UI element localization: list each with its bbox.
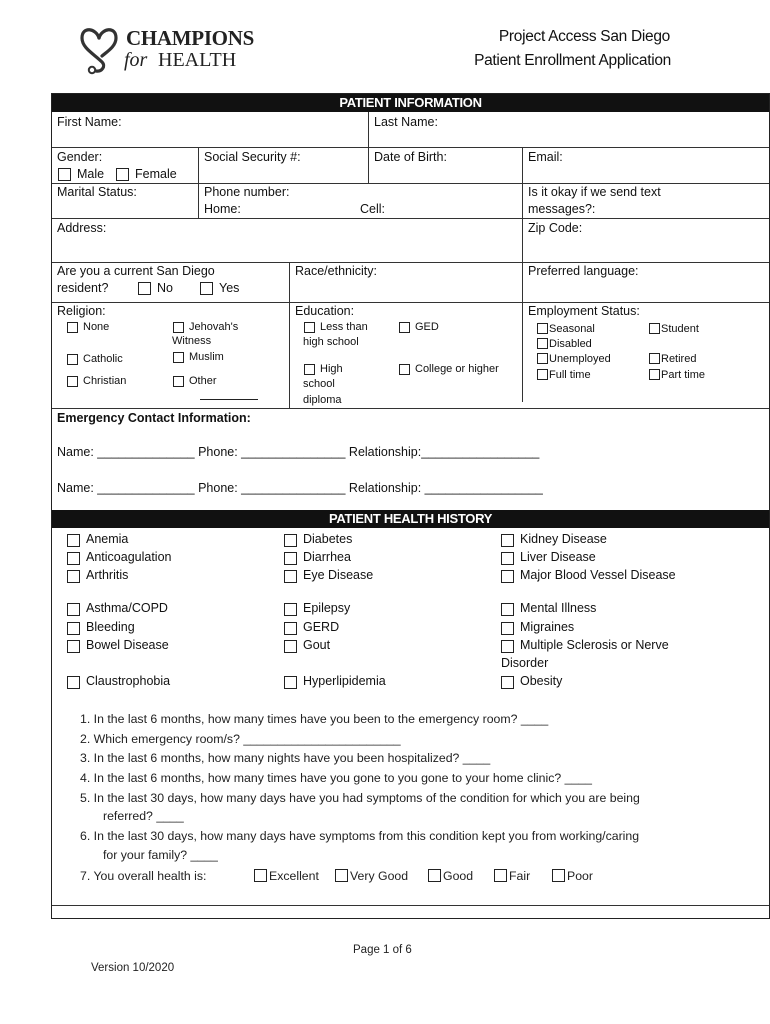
male-label: Male: [77, 167, 105, 181]
condition-label: Anticoagulation: [86, 550, 172, 564]
overall-health-option-label: Good: [443, 869, 474, 883]
zip-code-label: Zip Code:: [528, 221, 583, 235]
condition-label: Major Blood Vessel Disease: [520, 568, 676, 582]
version-label: Version 10/2020: [91, 962, 175, 974]
emergency-contact-heading: Emergency Contact Information:: [57, 411, 251, 425]
question-4: 4. In the last 6 months, how many times have you gone to you gone to your home clinic? ____: [80, 771, 592, 785]
document-title: Project Access San Diego: [498, 28, 670, 45]
employment-full-time-label: Full time: [549, 369, 591, 381]
overall-health-option-checkbox[interactable]: [254, 869, 267, 882]
education-label: Education:: [295, 304, 355, 318]
condition-checkbox[interactable]: [284, 570, 297, 583]
education-high-school-label-3: diploma: [303, 394, 342, 406]
resident-no-checkbox[interactable]: [138, 282, 151, 295]
religion-catholic-label: Catholic: [83, 353, 123, 365]
logo-text-for: for: [124, 49, 148, 71]
overall-health-option-checkbox[interactable]: [552, 869, 565, 882]
condition-label: Liver Disease: [520, 550, 596, 564]
condition-checkbox[interactable]: [67, 552, 80, 565]
religion-jehovahs-label-1: Jehovah's: [189, 321, 239, 333]
condition-label: Epilepsy: [303, 601, 351, 615]
employment-unemployed-label: Unemployed: [549, 353, 611, 365]
condition-label: Bowel Disease: [86, 638, 169, 652]
first-name-label: First Name:: [57, 115, 122, 129]
education-high-school-checkbox[interactable]: [304, 364, 315, 375]
condition-checkbox[interactable]: [67, 603, 80, 616]
condition-label: Kidney Disease: [520, 532, 607, 546]
question-5-continued: referred? ____: [103, 809, 184, 823]
religion-christian-checkbox[interactable]: [67, 376, 78, 387]
home-phone-label: Home:: [204, 202, 241, 216]
condition-checkbox[interactable]: [284, 676, 297, 689]
employment-retired-label: Retired: [661, 353, 697, 365]
employment-disabled-label: Disabled: [549, 338, 592, 350]
condition-label: Hyperlipidemia: [303, 674, 386, 688]
condition-label: Migraines: [520, 620, 575, 634]
religion-other-checkbox[interactable]: [173, 376, 184, 387]
education-high-school-label-1: High: [320, 363, 343, 375]
condition-checkbox[interactable]: [67, 534, 80, 547]
question-6: 6. In the last 30 days, how many days have symptoms from this condition kept you from working/caring: [80, 829, 640, 843]
overall-health-option-label: Very Good: [350, 869, 409, 883]
overall-health-option-label: Poor: [567, 869, 593, 883]
employment-disabled-checkbox[interactable]: [537, 338, 548, 349]
condition-checkbox[interactable]: [501, 676, 514, 689]
condition-checkbox[interactable]: [501, 603, 514, 616]
condition-label: Bleeding: [86, 620, 135, 634]
patient-health-history-bar: PATIENT HEALTH HISTORY: [52, 510, 769, 528]
religion-none-checkbox[interactable]: [67, 322, 78, 333]
question-5: 5. In the last 30 days, how many days have you had symptoms of the condition for which you are being: [80, 791, 640, 805]
address-label: Address:: [57, 221, 107, 235]
resident-yes-checkbox[interactable]: [200, 282, 213, 295]
female-label: Female: [135, 167, 177, 181]
condition-label: Claustrophobia: [86, 674, 171, 688]
religion-none-label: None: [83, 321, 110, 333]
text-consent-label-2: messages?:: [528, 202, 596, 216]
condition-checkbox[interactable]: [284, 534, 297, 547]
condition-checkbox[interactable]: [501, 640, 514, 653]
condition-label: Eye Disease: [303, 568, 374, 582]
condition-label: Gout: [303, 638, 331, 652]
enrollment-form: [51, 93, 770, 919]
overall-health-option-checkbox[interactable]: [335, 869, 348, 882]
emergency-contact-row-2[interactable]: Name: ______________ Phone: _______________ Relationship: _________________: [57, 481, 543, 495]
logo-text-champions: CHAMPIONS: [126, 26, 254, 50]
education-less-than-label-1: Less than: [320, 321, 368, 333]
overall-health-option-label: Excellent: [269, 869, 319, 883]
race-ethnicity-label: Race/ethnicity:: [295, 264, 377, 278]
employment-seasonal-label: Seasonal: [549, 323, 595, 335]
religion-other-label: Other: [189, 375, 217, 387]
education-high-school-label-2: school: [303, 378, 335, 390]
religion-jehovahs-witness-checkbox[interactable]: [173, 322, 184, 333]
condition-label: Multiple Sclerosis or Nerve: [520, 638, 669, 652]
education-ged-checkbox[interactable]: [399, 322, 410, 333]
heart-stethoscope-icon: [78, 22, 120, 76]
condition-label-continued: Disorder: [501, 656, 549, 670]
employment-seasonal-checkbox[interactable]: [537, 323, 548, 334]
overall-health-option-checkbox[interactable]: [494, 869, 507, 882]
condition-label: Diabetes: [303, 532, 353, 546]
resident-yes-label: Yes: [219, 281, 240, 295]
religion-muslim-checkbox[interactable]: [173, 352, 184, 363]
condition-checkbox[interactable]: [67, 640, 80, 653]
preferred-language-label: Preferred language:: [528, 264, 639, 278]
religion-label: Religion:: [57, 304, 106, 318]
condition-checkbox[interactable]: [67, 622, 80, 635]
employment-student-label: Student: [661, 323, 699, 335]
employment-part-time-checkbox[interactable]: [649, 369, 660, 380]
employment-retired-checkbox[interactable]: [649, 353, 660, 364]
resident-label-2: resident?: [57, 281, 109, 295]
employment-part-time-label: Part time: [661, 369, 706, 381]
condition-label: Arthritis: [86, 568, 129, 582]
education-college-checkbox[interactable]: [399, 364, 410, 375]
male-checkbox[interactable]: [58, 168, 71, 181]
condition-checkbox[interactable]: [67, 676, 80, 689]
cell-phone-label: Cell:: [360, 202, 386, 216]
condition-checkbox[interactable]: [284, 552, 297, 565]
education-less-than-label-2: high school: [303, 336, 359, 348]
condition-label: Diarrhea: [303, 550, 351, 564]
condition-checkbox[interactable]: [501, 534, 514, 547]
condition-checkbox[interactable]: [67, 570, 80, 583]
question-6-continued: for your family? ____: [103, 848, 218, 862]
religion-jehovahs-label-2: Witness: [172, 335, 212, 347]
dob-label: Date of Birth:: [374, 150, 447, 164]
condition-checkbox[interactable]: [501, 552, 514, 565]
employment-unemployed-checkbox[interactable]: [537, 353, 548, 364]
religion-christian-label: Christian: [83, 375, 127, 387]
text-consent-label-1: Is it okay if we send text: [528, 185, 661, 199]
overall-health-option-label: Fair: [509, 869, 531, 883]
question-7: 7. You overall health is:: [80, 869, 207, 883]
employment-status-label: Employment Status:: [528, 304, 640, 318]
overall-health-option-checkbox[interactable]: [428, 869, 441, 882]
gender-label: Gender:: [57, 150, 103, 164]
condition-label: Asthma/COPD: [86, 601, 168, 615]
condition-checkbox[interactable]: [284, 622, 297, 635]
logo-text-health: HEALTH: [158, 49, 237, 71]
question-1: 1. In the last 6 months, how many times have you been to the emergency room? ____: [80, 712, 549, 726]
condition-checkbox[interactable]: [284, 603, 297, 616]
religion-other-blank[interactable]: [200, 399, 258, 400]
religion-muslim-label: Muslim: [189, 351, 224, 363]
condition-label: Mental Illness: [520, 601, 597, 615]
page-number: Page 1 of 6: [353, 944, 412, 956]
ssn-label: Social Security #:: [204, 150, 301, 164]
champions-for-health-logo: [78, 22, 278, 78]
condition-label: Anemia: [86, 532, 129, 546]
condition-label: GERD: [303, 620, 340, 634]
question-3: 3. In the last 6 months, how many nights have you been hospitalized? ____: [80, 751, 491, 765]
education-ged-label: GED: [415, 321, 439, 333]
resident-no-label: No: [157, 281, 173, 295]
religion-catholic-checkbox[interactable]: [67, 354, 78, 365]
document-subtitle: Patient Enrollment Application: [474, 52, 671, 69]
email-label: Email:: [528, 150, 563, 164]
question-2: 2. Which emergency room/s? _______________________: [80, 732, 401, 746]
emergency-contact-row-1[interactable]: Name: ______________ Phone: _______________ Relationship:_________________: [57, 445, 540, 459]
education-less-than-hs-checkbox[interactable]: [304, 322, 315, 333]
resident-label-1: Are you a current San Diego: [57, 264, 215, 278]
condition-checkbox[interactable]: [284, 640, 297, 653]
employment-student-checkbox[interactable]: [649, 323, 660, 334]
employment-full-time-checkbox[interactable]: [537, 369, 548, 380]
condition-checkbox[interactable]: [501, 622, 514, 635]
last-name-label: Last Name:: [374, 115, 438, 129]
marital-status-label: Marital Status:: [57, 185, 137, 199]
phone-number-label: Phone number:: [204, 185, 290, 199]
female-checkbox[interactable]: [116, 168, 129, 181]
patient-information-bar: PATIENT INFORMATION: [52, 94, 769, 112]
condition-checkbox[interactable]: [501, 570, 514, 583]
condition-label: Obesity: [520, 674, 563, 688]
education-college-label: College or higher: [415, 363, 499, 375]
